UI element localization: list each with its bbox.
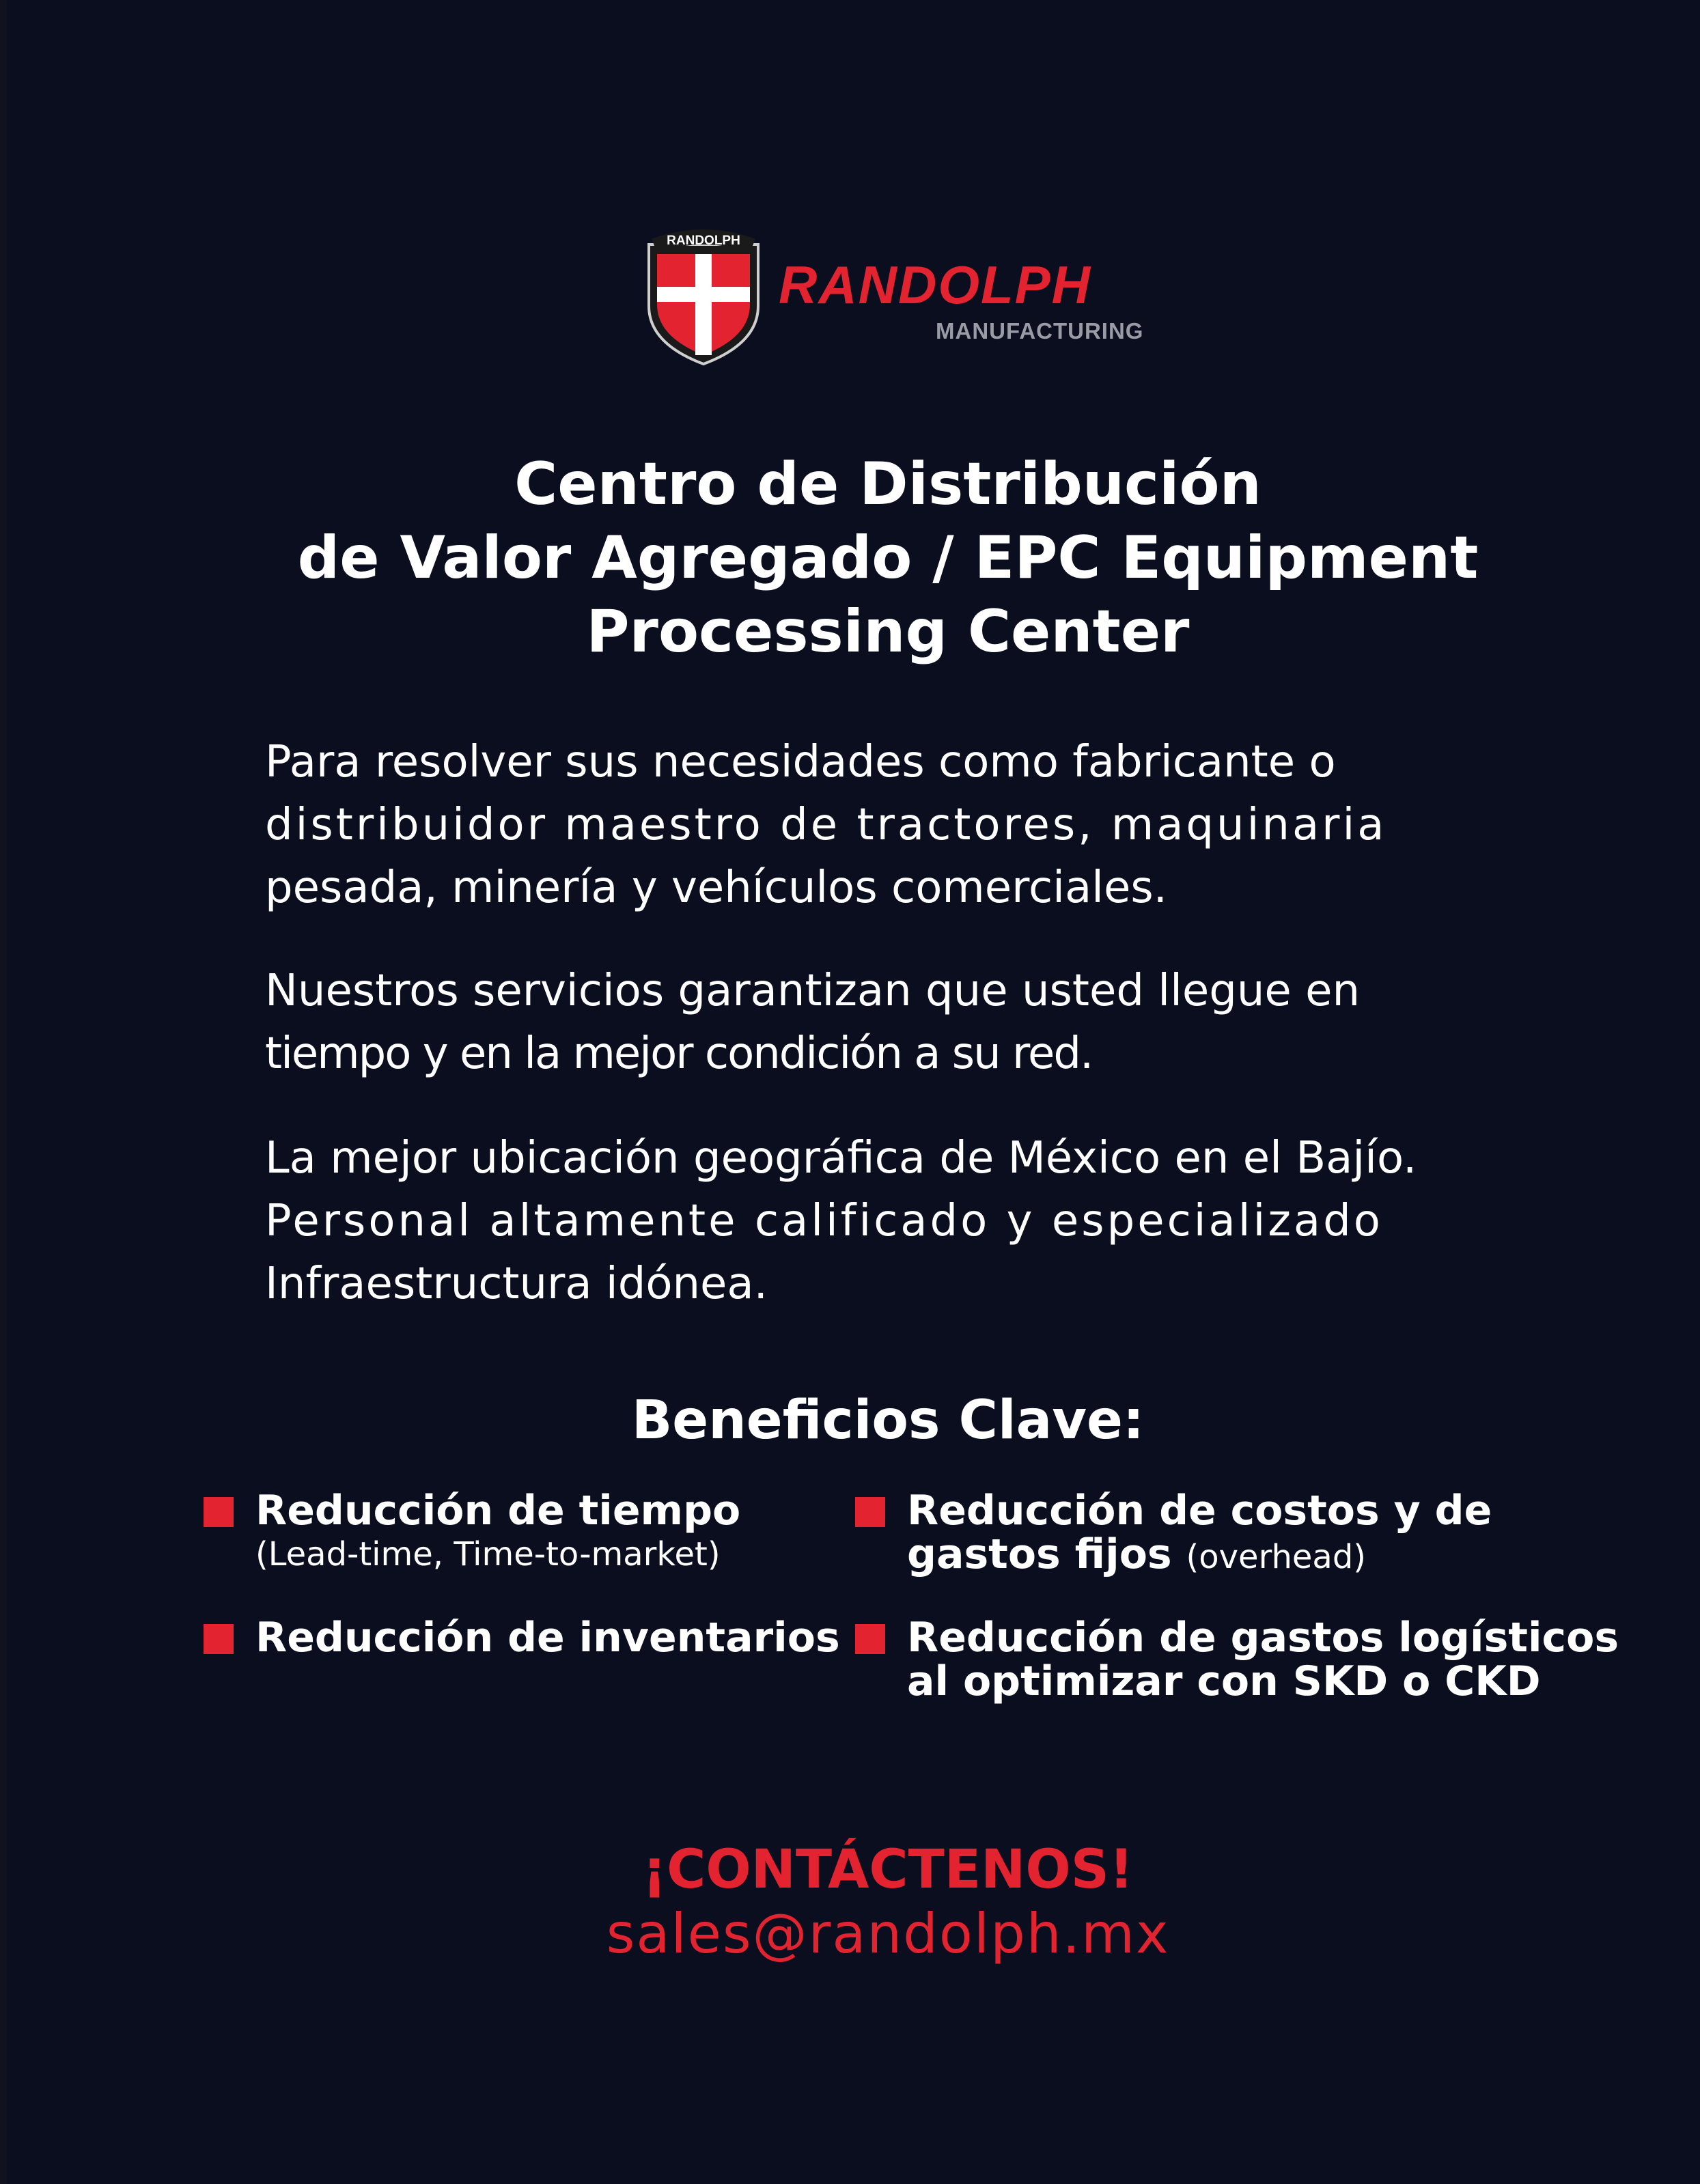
benefit-detail: (Lead-time, Time-to-market) xyxy=(255,1535,721,1573)
paragraph-line: Para resolver sus necesidades como fabricante o xyxy=(265,737,1336,787)
shield-cross-icon xyxy=(642,224,765,367)
benefit-text xyxy=(907,1489,1492,1579)
services-paragraph xyxy=(265,960,1563,1085)
contact-heading: ¡CONTÁCTENOS! xyxy=(642,1839,1134,1901)
benefit-title: Reducción de tiempo xyxy=(255,1487,741,1535)
paragraph-line: Personal altamente calificado y especializado xyxy=(265,1196,1383,1246)
red-square-bullet-icon xyxy=(855,1624,885,1654)
benefits-heading: Beneficios Clave: xyxy=(631,1390,1145,1451)
benefit-title: Reducción de inventarios xyxy=(255,1614,840,1662)
benefit-detail: (overhead) xyxy=(1186,1538,1367,1576)
benefit-text xyxy=(255,1489,740,1576)
paragraph-line: Infraestructura idónea. xyxy=(265,1259,768,1309)
location-paragraph xyxy=(265,1127,1563,1315)
contact-email-link[interactable]: sales@randolph.mx xyxy=(606,1902,1170,1965)
logo-subtitle: MANUFACTURING xyxy=(936,318,1144,344)
red-square-bullet-icon xyxy=(204,1497,234,1527)
paragraph-line: pesada, minería y vehículos comerciales. xyxy=(265,863,1167,913)
logo-wordmark: RANDOLPH xyxy=(779,255,1091,315)
benefit-title: Reducción de gastos logísticos xyxy=(907,1614,1619,1662)
title-line-2: de Valor Agregado / EPC Equipment xyxy=(297,524,1479,592)
intro-paragraph xyxy=(265,731,1563,919)
shield-text: RANDOLPH xyxy=(667,234,740,248)
paragraph-line: La mejor ubicación geográfica de México en el Bajío. xyxy=(265,1133,1417,1184)
benefit-title-continued: gastos fijos xyxy=(907,1530,1172,1578)
paragraph-line: Nuestros servicios garantizan que usted llegue en xyxy=(265,966,1361,1016)
benefit-text xyxy=(907,1616,1619,1703)
title-line-3: Processing Center xyxy=(586,598,1190,666)
benefit-text xyxy=(255,1616,840,1660)
red-square-bullet-icon xyxy=(855,1497,885,1527)
red-square-bullet-icon xyxy=(204,1624,234,1654)
paragraph-line: tiempo y en la mejor condición a su red. xyxy=(265,1028,1093,1079)
title-line-1: Centro de Distribución xyxy=(514,450,1262,518)
paragraph-line: distribuidor maestro de tractores, maquinaria xyxy=(265,800,1387,850)
benefit-title-continued: al optimizar con SKD o CKD xyxy=(907,1657,1541,1705)
benefit-title: Reducción de costos y de xyxy=(907,1487,1492,1535)
randolph-logo xyxy=(642,224,1144,367)
page-title xyxy=(0,447,1700,669)
